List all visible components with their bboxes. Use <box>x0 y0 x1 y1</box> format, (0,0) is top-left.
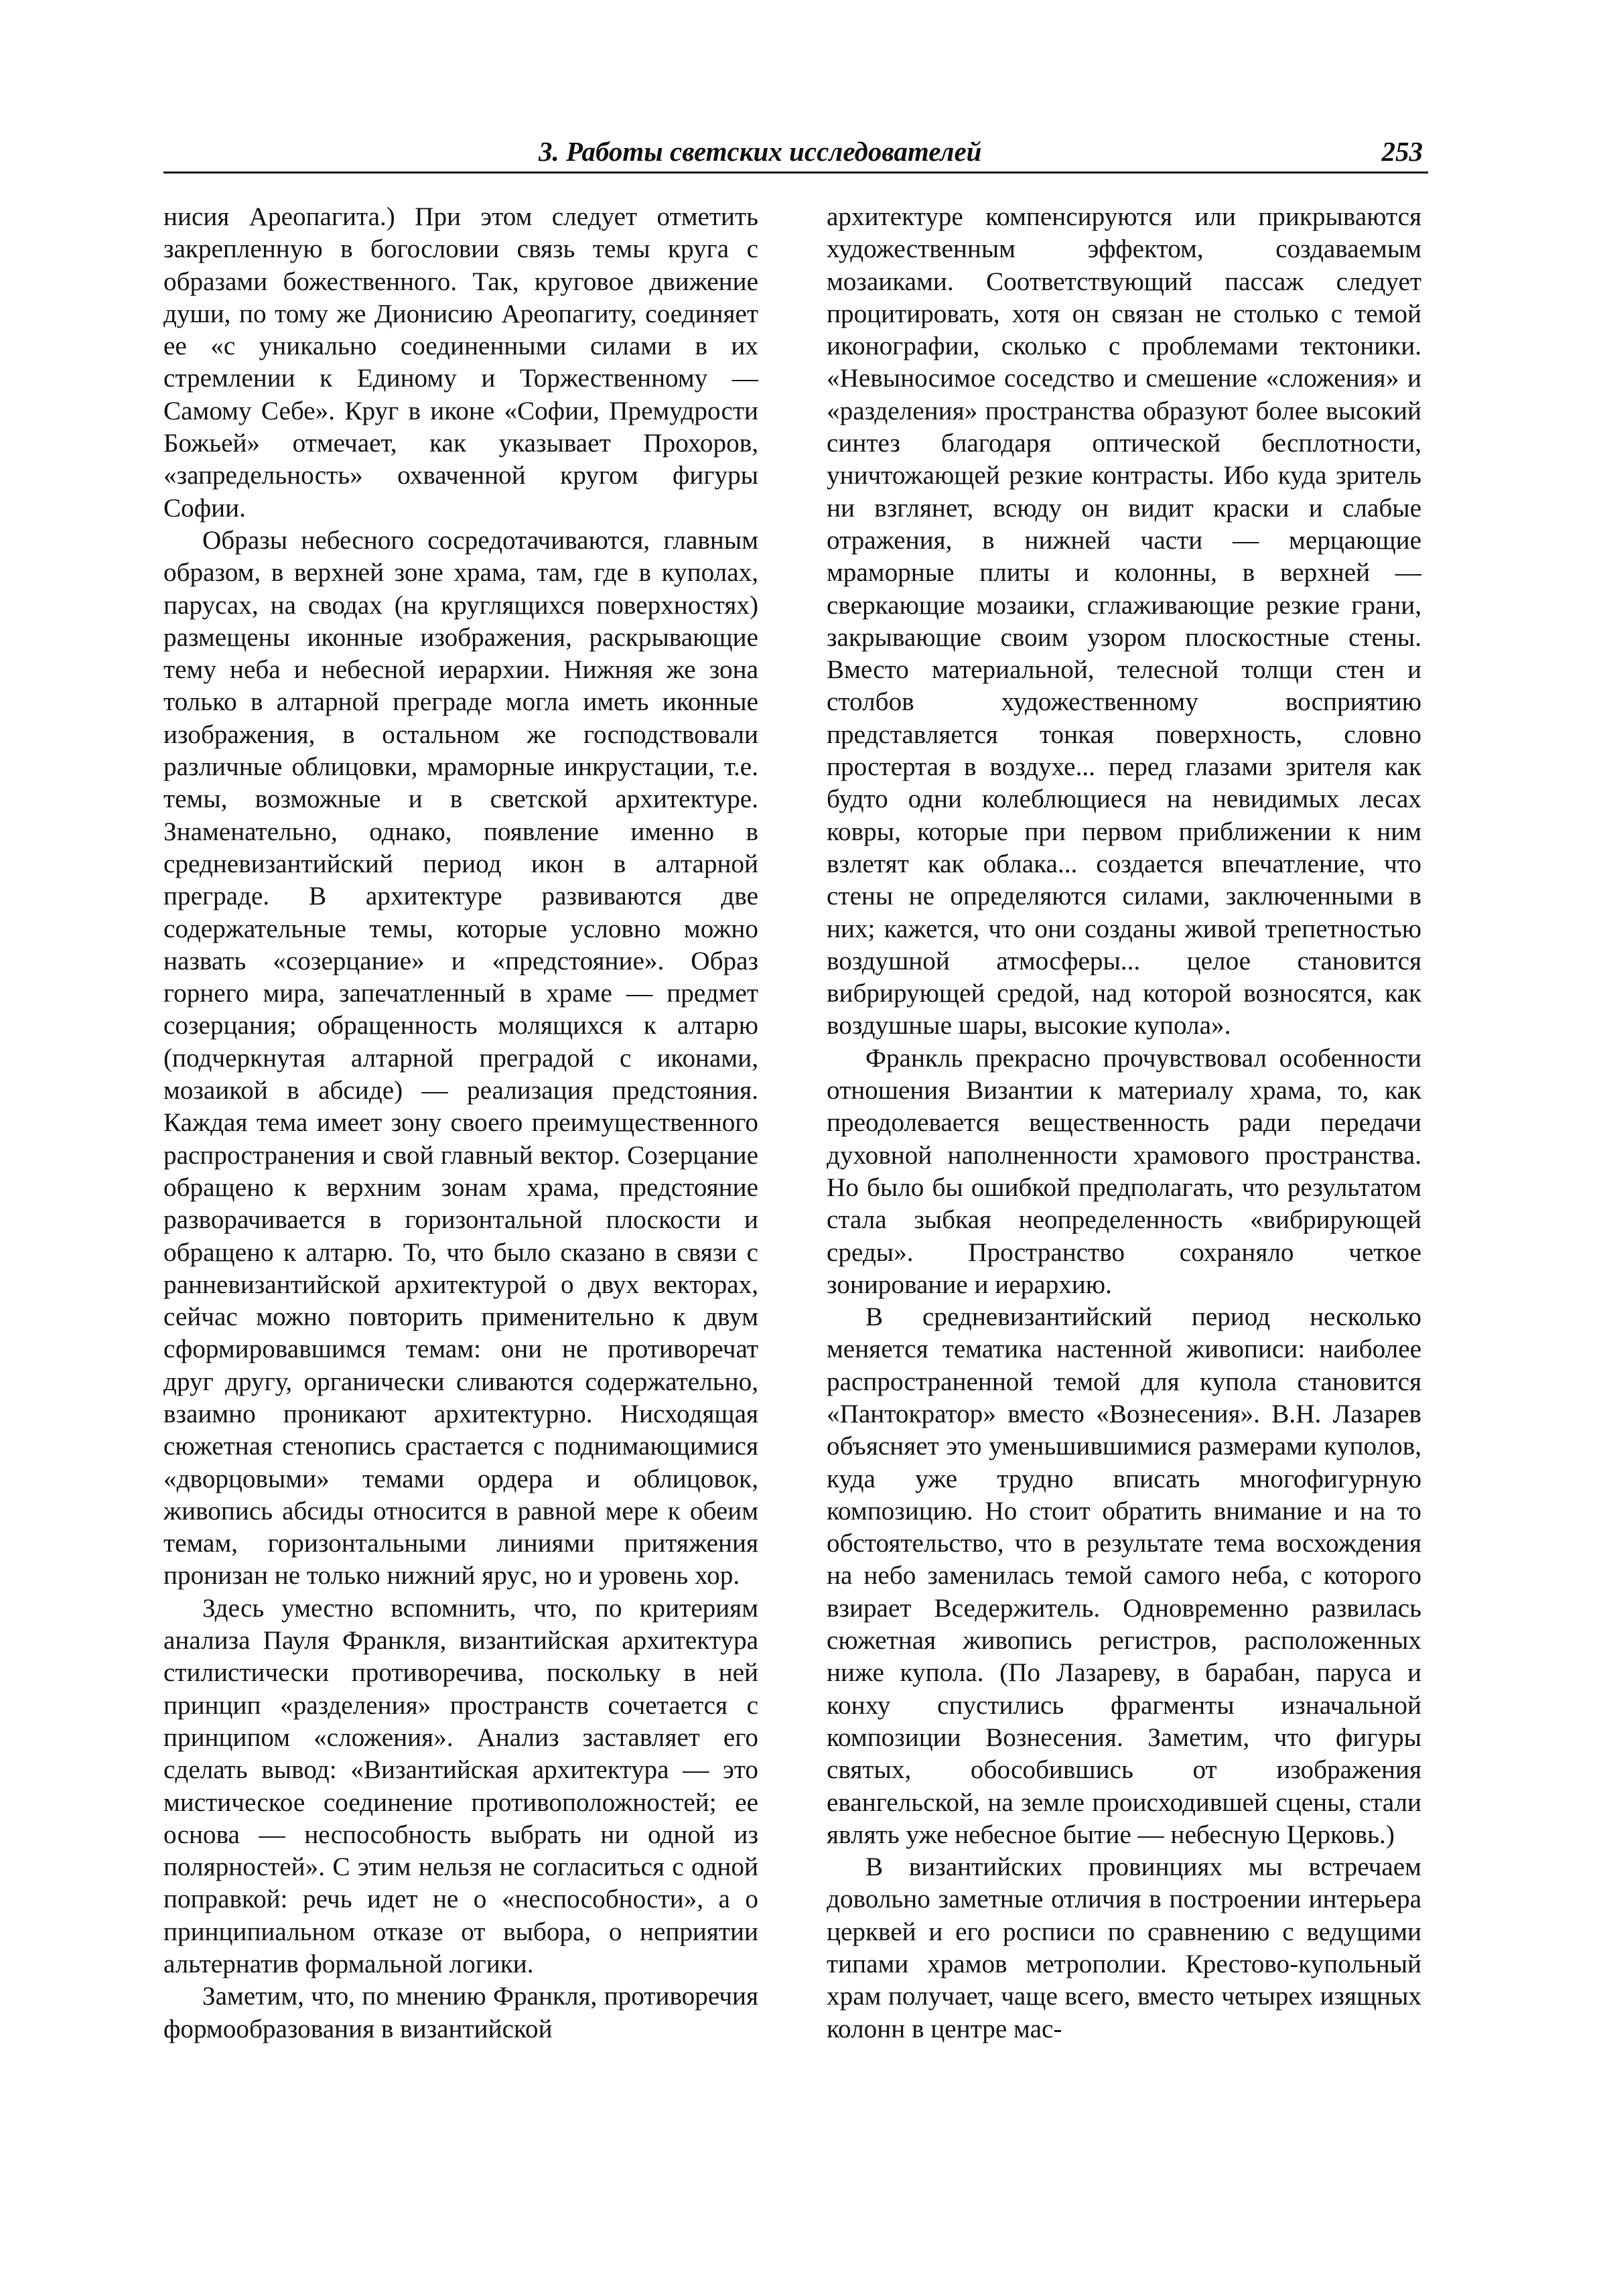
left-column <box>163 201 758 2045</box>
page-header <box>163 131 1428 174</box>
paragraph: архитектуре компенсируются или прикрываются художественным эффектом, создаваемым мозаиками. Соответствующий пассаж следует процитировать, хотя он связан не столько с темой иконографии, сколько с проблемами тектоники. «Невыносимое соседство и смешение «сложения» и «разделения» пространства образуют более высокий синтез благодаря оптической бесплотности, уничтожающей резкие контрасты. Ибо куда зритель ни взглянет, всюду он видит краски и слабые отражения, в нижней части — мерцающие мраморные плиты и колонны, в верхней — сверкающие мозаики, сглаживающие резкие грани, закрывающие своим узором плоскостные стены. Вместо материальной, телесной толщи стен и столбов художественному восприятию представляется тонкая поверхность, словно простертая в воздухе... перед глазами зрителя как будто одни колеблющиеся на невидимых лесах ковры, которые при первом приближении к ним взлетят как облака... создается впечатление, что стены не определяются силами, заключенными в них; кажется, что они созданы живой трепетностью воздушной атмосферы... целое становится вибрирующей средой, над которой возносятся, как воздушные шары, высокие купола». <box>827 202 1421 1040</box>
page-number: 253 <box>1381 136 1423 167</box>
paragraph: Здесь уместно вспомнить, что, по критериям анализа Пауля Франкля, византийская архитектура стилистически противоречива, поскольку в ней принцип «разделения» пространств сочетается с принципом «сложения». Анализ заставляет его сделать вывод: «Византийская архитектура — это мистическое соединение противоположностей; ее основа — неспособность выбрать ни одной из полярностей». С этим нельзя не согласиться с одной поправкой: речь идет не о «неспособности», а о принципиальном отказе от выбора, о неприятии альтернатив формальной логики. <box>163 1593 758 1979</box>
paragraph: нисия Ареопагита.) При этом следует отметить закрепленную в богословии связь темы круга с образами божественного. Так, круговое движение души, по тому же Дионисию Ареопагиту, соединяет ее «с уникально соединенными силами в их стремлении к Единому и Торжественному — Самому Себе». Круг в иконе «Софии, Премудрости Божьей» отмечает, как указывает Прохоров, «запредельность» охваченной кругом фигуры Софии. <box>163 202 758 523</box>
paragraph: Франкль прекрасно прочувствовал особенности отношения Византии к материалу храма, то, как преодолевается вещественность ради передачи духовной наполненности храмового пространства. Но было бы ошибкой предполагать, что результатом стала зыбкая неопределенность «вибрирующей среды». Пространство сохраняло четкое зонирование и иерархию. <box>827 1043 1421 1299</box>
paragraph: Образы небесного сосредотачиваются, главным образом, в верхней зоне храма, там, где в куполах, парусах, на сводах (на круглящихся поверхностях) размещены иконные изображения, раскрывающие тему неба и небесной иерархии. Нижняя же зона только в алтарной преграде могла иметь иконные изображения, в остальном же господствовали различные облицовки, мраморные инкрустации, т.е. темы, возможные и в светской архитектуре. Знаменательно, однако, появление именно в средневизантийский период икон в алтарной преграде. В архитектуре развиваются две содержательные темы, которые условно можно назвать «созерцание» и «предстояние». Образ горнего мира, запечатленный в храме — предмет созерцания; обращенность молящихся к алтарю (подчеркнутая алтарной преградой с иконами, мозаикой в абсиде) — реализация предстояния. Каждая тема имеет зону своего преимущественного распространения и свой главный вектор. Созерцание обращено к верхним зонам храма, предстояние разворачивается в горизонтальной плоскости и обращено к алтарю. То, что было сказано в связи с ранневизантийской архитектурой о двух векторах, сейчас можно повторить применительно к двум сформировавшимся темам: они не противоречат друг другу, органически сливаются содержательно, взаимно проникают архитектурно. Нисходящая сюжетная стенопись срастается с поднимающимися «дворцовыми» темами ордера и облицовок, живопись абсиды относится в равной мере к обеим темам, горизонтальными линиями притяжения пронизан не только нижний ярус, но и уровень хор. <box>163 525 758 1591</box>
right-column <box>827 201 1421 2045</box>
paragraph: В византийских провинциях мы встречаем довольно заметные отличия в построении интерьера церквей и его росписи по сравнению с ведущими типами храмов метрополии. Крестово-купольный храм получает, чаще всего, вместо четырех изящных колонн в центре мас- <box>827 1852 1421 2043</box>
running-title: 3. Работы светских исследователей <box>539 136 982 167</box>
paragraph: Заметим, что, по мнению Франкля, противоречия формообразования в византийской <box>163 1982 758 2043</box>
paragraph: В средневизантийский период несколько меняется тематика настенной живописи: наиболее распространенной темой для купола становится «Пантократор» вместо «Вознесения». В.Н. Лазарев объясняет это уменьшившимися размерами куполов, куда уже трудно вписать многофигурную композицию. Но стоит обратить внимание и на то обстоятельство, что в результате тема восхождения на небо заменилась темой самого неба, с которого взирает Вседержитель. Одновременно развилась сюжетная живопись регистров, расположенных ниже купола. (По Лазареву, в барабан, паруса и конху спустились фрагменты изначальной композиции Вознесения. Заметим, что фигуры святых, обособившись от изображения евангельской, на земле происходившей сцены, стали являть уже небесное бытие — небесную Церковь.) <box>827 1302 1421 1849</box>
